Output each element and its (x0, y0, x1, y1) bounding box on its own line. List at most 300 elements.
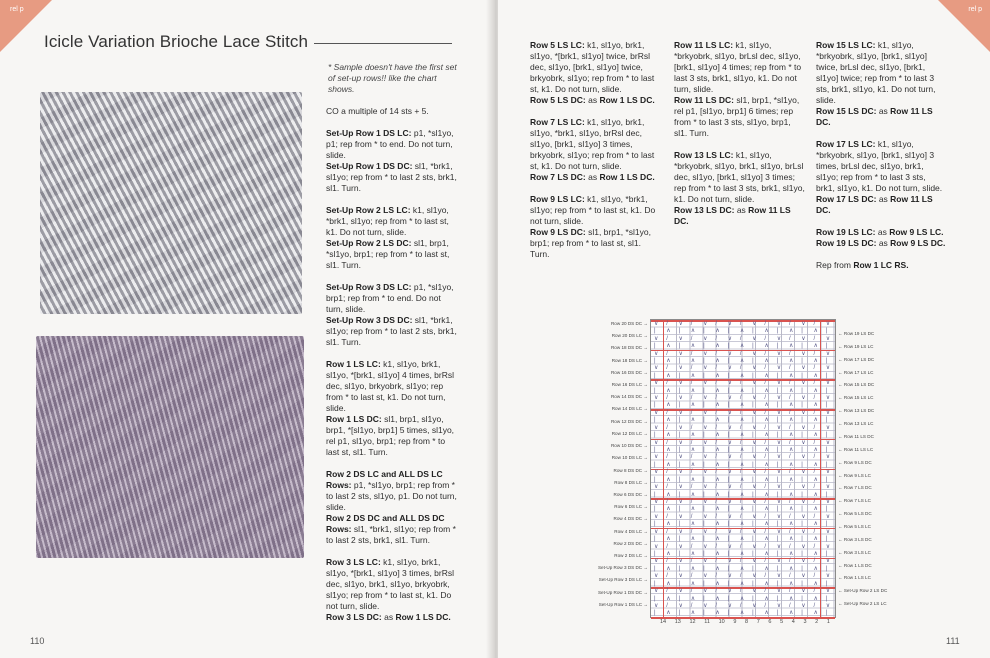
chart-stitch-symbol: ∧ (690, 387, 696, 394)
instructions-column-2 (530, 40, 662, 271)
chart-stitch-symbol: ∨ (752, 395, 757, 402)
chart-stitch-symbol: ∧ (715, 580, 720, 587)
chart-stitch-symbol: ∨ (678, 424, 683, 431)
chart-row-label: ← Row 3 LS LC (838, 549, 871, 555)
chart-stitch-symbol: | (825, 328, 828, 335)
chart-stitch-symbol: ∨ (776, 424, 782, 431)
chart-stitch-symbol: ∨ (776, 350, 782, 357)
chart-stitch-symbol: ∨ (678, 439, 683, 446)
chart-stitch-symbol: ∨ (654, 335, 659, 342)
chart-stitch-symbol: ∨ (825, 513, 831, 520)
chart-stitch-symbol: | (752, 328, 754, 335)
chart-stitch-symbol: ∨ (727, 320, 733, 327)
chart-stitch-symbol: | (801, 461, 803, 468)
chart-stitch-symbol: | (776, 550, 779, 557)
chart-row-label: Set-Up Row 3 DS DC → (597, 565, 648, 571)
chart-stitch-symbol: | (703, 432, 705, 439)
chart-stitch-symbol: ∨ (801, 602, 806, 609)
chart-stitch-symbol: / (813, 380, 816, 387)
chart-row-label: Set-Up Row 3 DS LC → (598, 577, 648, 583)
instruction-block: Row 11 LS LC: k1, sl1yo, *brkyobrk, sl1yo, brLsl dec, sl1yo, [brk1, sl1yo] 4 times; rep from * to last 3 sts, brk1, sl1yo, k1. Do not turn, slide. Row 11 LS DC: sl1, brp1, *sl1yo, rel p1, [sl1yo, brp1] 6 times; rep from * to last 3 sts, sl1yo, brp1, sl1. Turn. (674, 40, 802, 138)
chart-stitch-symbol: ∨ (703, 335, 708, 342)
chart-stitch-symbol: ∨ (825, 439, 831, 446)
chart-stitch-symbol: ∨ (703, 320, 708, 327)
page-number-left: 110 (30, 636, 45, 646)
chart-stitch-symbol: / (666, 558, 668, 565)
chart-stitch-symbol: ∧ (690, 491, 696, 498)
chart-stitch-symbol: / (739, 424, 742, 431)
chart-stitch-symbol: / (739, 454, 742, 461)
chart-column-number: 12 (689, 619, 696, 625)
chart-stitch-symbol: ∨ (727, 395, 733, 402)
chart-stitch-symbol: | (752, 550, 754, 557)
chart-stitch-symbol: ∧ (788, 343, 794, 350)
chart-stitch-symbol: / (813, 365, 816, 372)
chart-stitch-symbol: / (813, 469, 816, 476)
chart-stitch-symbol: | (825, 402, 828, 409)
chart-stitch-symbol: / (764, 513, 767, 520)
chart-stitch-symbol: / (764, 350, 767, 357)
chart-stitch-symbol: ∧ (690, 610, 696, 617)
chart-stitch-symbol: ∨ (801, 513, 806, 520)
chart-stitch-symbol: | (654, 328, 656, 335)
chart-stitch-symbol: | (727, 387, 730, 394)
chart-stitch-symbol: ∧ (690, 580, 696, 587)
chart-stitch-symbol: | (825, 506, 828, 513)
chart-stitch-symbol: / (739, 602, 742, 609)
chart-stitch-symbol: | (752, 372, 754, 379)
chart-stitch-symbol: ∧ (666, 595, 671, 602)
chart-stitch-symbol: / (666, 424, 668, 431)
chart-stitch-symbol: ∨ (776, 543, 782, 550)
chart-stitch-symbol: | (776, 432, 779, 439)
chart-stitch-symbol: / (715, 469, 718, 476)
chart-stitch-symbol: / (764, 469, 767, 476)
chart-stitch-symbol: | (801, 476, 803, 483)
chart-stitch-symbol: ∧ (788, 506, 794, 513)
chart-stitch-symbol: ∨ (727, 499, 733, 505)
chart-stitch-symbol: ∧ (739, 432, 745, 439)
chart-stitch-symbol: ∧ (788, 550, 794, 557)
chart-stitch-symbol: | (801, 491, 803, 498)
chart-stitch-symbol: / (764, 424, 767, 431)
chart-stitch-symbol: | (654, 476, 656, 483)
chart-row-label: ← Row 11 LS LC (838, 446, 874, 452)
chart-stitch-symbol: ∨ (703, 350, 708, 357)
chart-column-number: 14 (660, 619, 667, 625)
chart-stitch-symbol: ∨ (801, 424, 806, 431)
chart-stitch-symbol: | (678, 402, 681, 409)
chart-stitch-symbol: ∨ (703, 543, 708, 550)
chart-stitch-symbol: ∧ (739, 461, 745, 468)
chart-stitch-symbol: | (678, 372, 681, 379)
chart-stitch-symbol: ∨ (678, 350, 683, 357)
chart-stitch-symbol: ∧ (690, 432, 696, 439)
chart-stitch-symbol: ∨ (776, 513, 782, 520)
chart-stitch-symbol: / (715, 409, 718, 416)
chart-column-number: 2 (815, 619, 819, 625)
chart-stitch-symbol: ∨ (801, 484, 806, 491)
chart-row-label: ← Row 19 LS DC (838, 331, 875, 336)
chart-stitch-symbol: / (739, 499, 742, 505)
chart-stitch-symbol: ∨ (776, 395, 782, 402)
chart-stitch-symbol: | (752, 461, 754, 468)
chart-stitch-symbol: | (654, 536, 656, 543)
chart-row-label: Row 12 DS LC → (611, 430, 648, 436)
chart-stitch-symbol: | (825, 521, 828, 528)
chart-stitch-symbol: / (813, 528, 816, 535)
chart-stitch-symbol: | (727, 595, 730, 602)
chart-stitch-symbol: | (654, 432, 656, 439)
chart-row-label: ← Row 7 LS LC (838, 498, 871, 504)
chart-stitch-symbol: / (690, 499, 693, 505)
chart-stitch-symbol: ∨ (703, 380, 708, 387)
chart-stitch-symbol: ∧ (715, 432, 720, 439)
chart-stitch-symbol: / (666, 365, 668, 372)
chart-stitch-symbol: ∨ (801, 350, 806, 357)
chart-stitch-symbol: ∨ (727, 350, 733, 357)
chart-stitch-symbol: / (739, 588, 742, 595)
chart-stitch-symbol: / (764, 484, 767, 491)
chart-stitch-symbol: ∧ (690, 595, 696, 602)
chart-stitch-symbol: / (715, 499, 718, 505)
chart-stitch-symbol: ∧ (788, 387, 794, 394)
chart-column-number: 8 (745, 619, 749, 625)
chart-column-numbers (660, 619, 830, 625)
chart-stitch-symbol: ∧ (813, 610, 818, 617)
chart-stitch-symbol: ∨ (654, 528, 659, 535)
chart-stitch-symbol: | (727, 461, 730, 468)
chart-stitch-symbol: ∧ (715, 506, 720, 513)
chart-stitch-symbol: | (678, 447, 681, 454)
chart-stitch-symbol: ∧ (666, 461, 671, 468)
chart-stitch-symbol: / (813, 454, 816, 461)
chart-stitch-symbol: | (678, 610, 681, 617)
chart-stitch-symbol: | (776, 402, 779, 409)
chart-stitch-symbol: ∧ (813, 565, 818, 572)
sample-note: * Sample doesn't have the first set of set-up rows!! like the chart shows. (328, 62, 457, 94)
chart-stitch-symbol: / (813, 350, 816, 357)
chart-stitch-symbol: / (690, 528, 693, 535)
chart-stitch-symbol: ∧ (739, 343, 745, 350)
chart-stitch-symbol: / (813, 439, 816, 446)
chart-stitch-symbol: | (801, 328, 803, 335)
chart-stitch-symbol: / (715, 335, 718, 342)
chart-stitch-symbol: ∨ (703, 395, 708, 402)
chart-stitch-symbol: / (813, 484, 816, 491)
chart-stitch-symbol: ∧ (813, 536, 818, 543)
chart-stitch-symbol: ∨ (752, 439, 757, 446)
chart-stitch-symbol: / (739, 513, 742, 520)
chart-stitch-symbol: / (690, 469, 693, 476)
chart-stitch-symbol: ∧ (813, 476, 818, 483)
chart-stitch-symbol: | (703, 357, 705, 364)
chart-stitch-symbol: / (788, 335, 791, 342)
chart-row-label: Row 18 DS LC → (611, 357, 648, 363)
chart-stitch-symbol: / (764, 499, 767, 505)
chart-stitch-symbol: | (703, 387, 705, 394)
chart-stitch-symbol: | (727, 343, 730, 350)
chart-stitch-symbol: / (715, 395, 718, 402)
chart-stitch-symbol: ∧ (666, 328, 671, 335)
chart-row-label: ← Row 1 LS LC (838, 575, 871, 581)
chart-stitch-symbol: ∧ (813, 580, 818, 587)
chart-stitch-symbol: ∨ (727, 558, 733, 565)
chart-stitch-symbol: ∧ (666, 343, 671, 350)
chart-stitch-symbol: | (727, 402, 730, 409)
chart-stitch-symbol: | (752, 476, 754, 483)
chart-stitch-symbol: ∨ (776, 573, 782, 580)
chart-stitch-symbol: / (715, 320, 718, 327)
chart-stitch-symbol: / (813, 573, 816, 580)
chart-stitch-symbol: ∧ (666, 521, 671, 528)
chart-stitch-symbol: ∧ (715, 491, 720, 498)
chart-stitch-symbol: / (739, 484, 742, 491)
chart-stitch-symbol: | (678, 328, 681, 335)
chart-stitch-symbol: ∧ (813, 402, 818, 409)
instruction-block: Rep from Row 1 LC RS. (816, 260, 909, 270)
chart-stitch-symbol: ∧ (690, 565, 696, 572)
chart-row-label: ← Row 15 LS DC (838, 382, 875, 388)
chart-stitch-symbol: ∧ (690, 536, 696, 543)
chart-stitch-symbol: ∧ (764, 536, 769, 543)
chart-stitch-symbol: | (752, 595, 754, 602)
chart-stitch-symbol: / (690, 602, 693, 609)
chart-stitch-symbol: | (703, 417, 705, 424)
chart-stitch-symbol: ∨ (654, 543, 659, 550)
chart-stitch-symbol: ∨ (776, 409, 782, 416)
chart-stitch-symbol: ∧ (764, 402, 769, 409)
chart-stitch-symbol: | (678, 417, 681, 424)
chart-stitch-symbol: / (690, 513, 693, 520)
chart-stitch-symbol: ∧ (739, 372, 745, 379)
chart-stitch-symbol: / (764, 543, 767, 550)
chart-stitch-symbol: | (776, 565, 779, 572)
chart-stitch-symbol: ∧ (666, 491, 671, 498)
chart-stitch-symbol: | (825, 550, 828, 557)
chart-stitch-symbol: ∨ (752, 335, 757, 342)
chart-stitch-symbol: / (739, 409, 742, 416)
chart-stitch-symbol: | (825, 447, 828, 454)
chart-row-label: ← Set-Up Row 2 LS DC (838, 588, 888, 594)
chart-stitch-symbol: ∧ (666, 402, 671, 409)
chart-row-label: ← Row 5 LS LC (838, 523, 871, 529)
chart-stitch-symbol: ∧ (764, 610, 769, 617)
chart-row-label: Row 6 DS LC → (614, 504, 648, 510)
chart-stitch-symbol: | (654, 417, 656, 424)
chart-stitch-symbol: ∨ (654, 380, 659, 387)
chart-stitch-symbol: | (825, 343, 828, 350)
chart-stitch-symbol: | (654, 521, 656, 528)
chart-stitch-symbol: / (666, 320, 668, 327)
chart-stitch-symbol: | (801, 521, 803, 528)
chart-stitch-symbol: ∨ (654, 454, 659, 461)
chart-stitch-symbol: ∧ (715, 595, 720, 602)
chart-stitch-symbol: ∨ (825, 499, 831, 505)
chart-stitch-symbol: ∨ (678, 499, 683, 505)
chart-stitch-symbol: / (764, 588, 767, 595)
chart-stitch-symbol: | (703, 447, 705, 454)
instructions-column-3 (674, 40, 806, 238)
chart-row-label: Row 10 DS LC → (611, 455, 648, 461)
chart-stitch-symbol: | (825, 536, 828, 543)
chart-stitch-symbol: | (801, 372, 803, 379)
chart-stitch-symbol: / (666, 573, 668, 580)
chart-stitch-symbol: | (825, 595, 828, 602)
chart-stitch-symbol: | (654, 357, 656, 364)
chart-stitch-symbol: / (690, 395, 693, 402)
chart-stitch-symbol: ∧ (739, 491, 745, 498)
chart-stitch-symbol: / (764, 395, 767, 402)
chart-row-label: ← Row 7 LS DC (838, 485, 872, 491)
chart-stitch-symbol: ∨ (776, 320, 782, 327)
title-rule (314, 43, 452, 44)
chart-stitch-symbol: ∧ (788, 328, 794, 335)
chart-stitch-symbol: | (727, 565, 730, 572)
chart-stitch-symbol: / (715, 573, 718, 580)
chart-stitch-symbol: | (678, 565, 681, 572)
chart-row-label: Row 20 DS DC → (610, 321, 648, 326)
chart-stitch-symbol: / (666, 469, 668, 476)
chart-row-label: ← Row 5 LS DC (838, 511, 872, 517)
chart-stitch-symbol: | (727, 550, 730, 557)
chart-stitch-symbol: ∧ (690, 461, 696, 468)
instruction-block: Row 13 LS LC: k1, sl1yo, *brkyobrk, sl1yo, brk1, sl1yo, brLsl dec, sl1yo, [brk1, sl1yo] 3 times; rep from * to last 3 sts, brk1, sl1yo, k1. Do not turn, slide. Row 13 LS DC: as Row 11 LS DC. (674, 150, 805, 226)
chart-stitch-symbol: / (715, 484, 718, 491)
chart-stitch-symbol: ∧ (764, 357, 769, 364)
chart-stitch-symbol: ∨ (801, 320, 806, 327)
chart-stitch-symbol: ∨ (654, 573, 659, 580)
chart-stitch-symbol: | (825, 417, 828, 424)
chart-stitch-symbol: ∨ (654, 350, 659, 357)
chart-stitch-symbol: / (690, 365, 693, 372)
chart-stitch-symbol: / (715, 602, 718, 609)
chart-stitch-symbol: / (813, 558, 816, 565)
chart-stitch-symbol: ∧ (764, 417, 769, 424)
chart-stitch-symbol: | (654, 343, 656, 350)
chart-stitch-symbol: ∧ (813, 447, 818, 454)
instruction-block: Row 3 LS LC: k1, sl1yo, brk1, sl1yo, *[brk1, sl1yo] 3 times, brRsl dec, sl1yo, brk1, sl1yo, brkyobrk, sl1yo; rep from * to last st, k1. Do not turn, slide. Row 3 LS DC: as Row 1 LS DC. (326, 557, 455, 622)
chart-stitch-symbol: ∨ (776, 588, 782, 595)
chart-stitch-symbol: ∧ (764, 343, 769, 350)
chart-stitch-symbol: | (801, 447, 803, 454)
chart-stitch-symbol: / (666, 602, 668, 609)
chart-stitch-symbol: ∧ (690, 506, 696, 513)
chart-stitch-symbol: / (764, 320, 767, 327)
page-number-right: 111 (946, 636, 960, 646)
chart-stitch-symbol: ∨ (825, 469, 831, 476)
chart-stitch-symbol: / (788, 588, 791, 595)
chart-stitch-symbol: / (764, 335, 767, 342)
chart-row-label: ← Row 15 LS LC (838, 395, 874, 401)
chart-stitch-symbol: ∨ (678, 454, 683, 461)
chart-stitch-symbol: ∧ (666, 550, 671, 557)
corner-tab-right-label: rel p (968, 6, 982, 13)
swatch-photo-bottom (36, 336, 304, 558)
chart-stitch-symbol: | (703, 565, 705, 572)
chart-stitch-symbol: ∧ (739, 417, 745, 424)
chart-stitch-symbol: ∨ (727, 365, 733, 372)
chart-stitch-symbol: ∨ (825, 528, 831, 535)
chart-stitch-symbol: ∧ (813, 417, 818, 424)
chart-stitch-symbol: ∧ (739, 402, 745, 409)
chart-stitch-symbol: | (727, 432, 730, 439)
chart-stitch-symbol: ∧ (788, 610, 794, 617)
chart-stitch-symbol: ∧ (715, 372, 720, 379)
chart-stitch-symbol: | (801, 343, 803, 350)
chart-stitch-symbol: ∨ (825, 543, 831, 550)
swatch-photo-top (40, 92, 302, 314)
chart-stitch-symbol: ∨ (727, 602, 733, 609)
chart-stitch-symbol: / (788, 602, 791, 609)
chart-stitch-symbol: / (764, 439, 767, 446)
chart-row-label: Row 8 DS LC → (614, 479, 648, 485)
chart-stitch-symbol: ∧ (690, 417, 696, 424)
chart-stitch-symbol: ∧ (739, 447, 745, 454)
instruction-block: CO a multiple of 14 sts + 5. (326, 106, 429, 116)
chart-stitch-symbol: | (776, 536, 779, 543)
chart-stitch-symbol: ∨ (776, 469, 782, 476)
chart-row-label: Row 14 DS LC → (611, 406, 648, 412)
chart-stitch-symbol: ∨ (727, 528, 733, 535)
chart-stitch-symbol: | (678, 461, 681, 468)
chart-stitch-symbol: / (739, 395, 742, 402)
chart-stitch-symbol: | (678, 506, 681, 513)
chart-stitch-symbol: ∧ (715, 461, 720, 468)
chart-stitch-symbol: ∨ (654, 602, 659, 609)
chart-stitch-symbol: ∨ (654, 513, 659, 520)
chart-stitch-symbol: / (666, 454, 668, 461)
chart-stitch-symbol: ∨ (678, 588, 683, 595)
chart-stitch-symbol: | (654, 610, 656, 617)
chart-stitch-symbol: / (715, 350, 718, 357)
chart-stitch-symbol: | (654, 372, 656, 379)
chart-stitch-symbol: ∨ (801, 528, 806, 535)
chart-stitch-symbol: | (654, 461, 656, 468)
chart-stitch-symbol: ∨ (678, 395, 683, 402)
chart-stitch-symbol: ∨ (776, 454, 782, 461)
chart-stitch-symbol: ∨ (703, 602, 708, 609)
chart-stitch-symbol: ∧ (690, 372, 696, 379)
chart-stitch-symbol: ∧ (715, 387, 720, 394)
chart-stitch-symbol: ∧ (690, 550, 696, 557)
chart-stitch-symbol: ∨ (678, 335, 683, 342)
chart-stitch-symbol: | (776, 447, 779, 454)
chart-stitch-symbol: ∧ (739, 550, 745, 557)
instruction-block: Row 5 LS LC: k1, sl1yo, brk1, sl1yo, *[brk1, sl1yo] twice, brRsl dec, sl1yo, [brk1, sl1yo] twice, brkyobrk, sl1yo; rep from * to last st, k1. Do not turn, slide. Row 5 LS DC: as Row 1 LS DC. (530, 40, 655, 105)
chart-stitch-symbol: | (727, 447, 730, 454)
chart-stitch-symbol: / (690, 454, 693, 461)
chart-stitch-symbol: / (666, 395, 668, 402)
chart-stitch-symbol: / (666, 350, 668, 357)
chart-stitch-symbol: | (703, 506, 705, 513)
chart-stitch-symbol: ∧ (788, 432, 794, 439)
chart-stitch-symbol: / (666, 409, 668, 416)
chart-row-label: ← Row 1 LS DC (838, 562, 872, 568)
chart-stitch-symbol: | (776, 521, 779, 528)
chart-stitch-symbol: ∨ (727, 513, 733, 520)
chart-stitch-symbol: ∧ (666, 536, 671, 543)
chart-stitch-symbol: ∧ (666, 610, 671, 617)
chart-stitch-symbol: ∧ (666, 506, 671, 513)
chart-stitch-symbol: | (752, 610, 754, 617)
chart-stitch-symbol: / (715, 543, 718, 550)
chart-row-label: ← Row 13 LS LC (838, 421, 874, 427)
chart-stitch-symbol: ∧ (739, 610, 745, 617)
chart-stitch-symbol: ∨ (825, 558, 831, 565)
chart-stitch-symbol: ∨ (801, 573, 806, 580)
chart-row-label: Row 8 DS DC → (613, 467, 648, 473)
